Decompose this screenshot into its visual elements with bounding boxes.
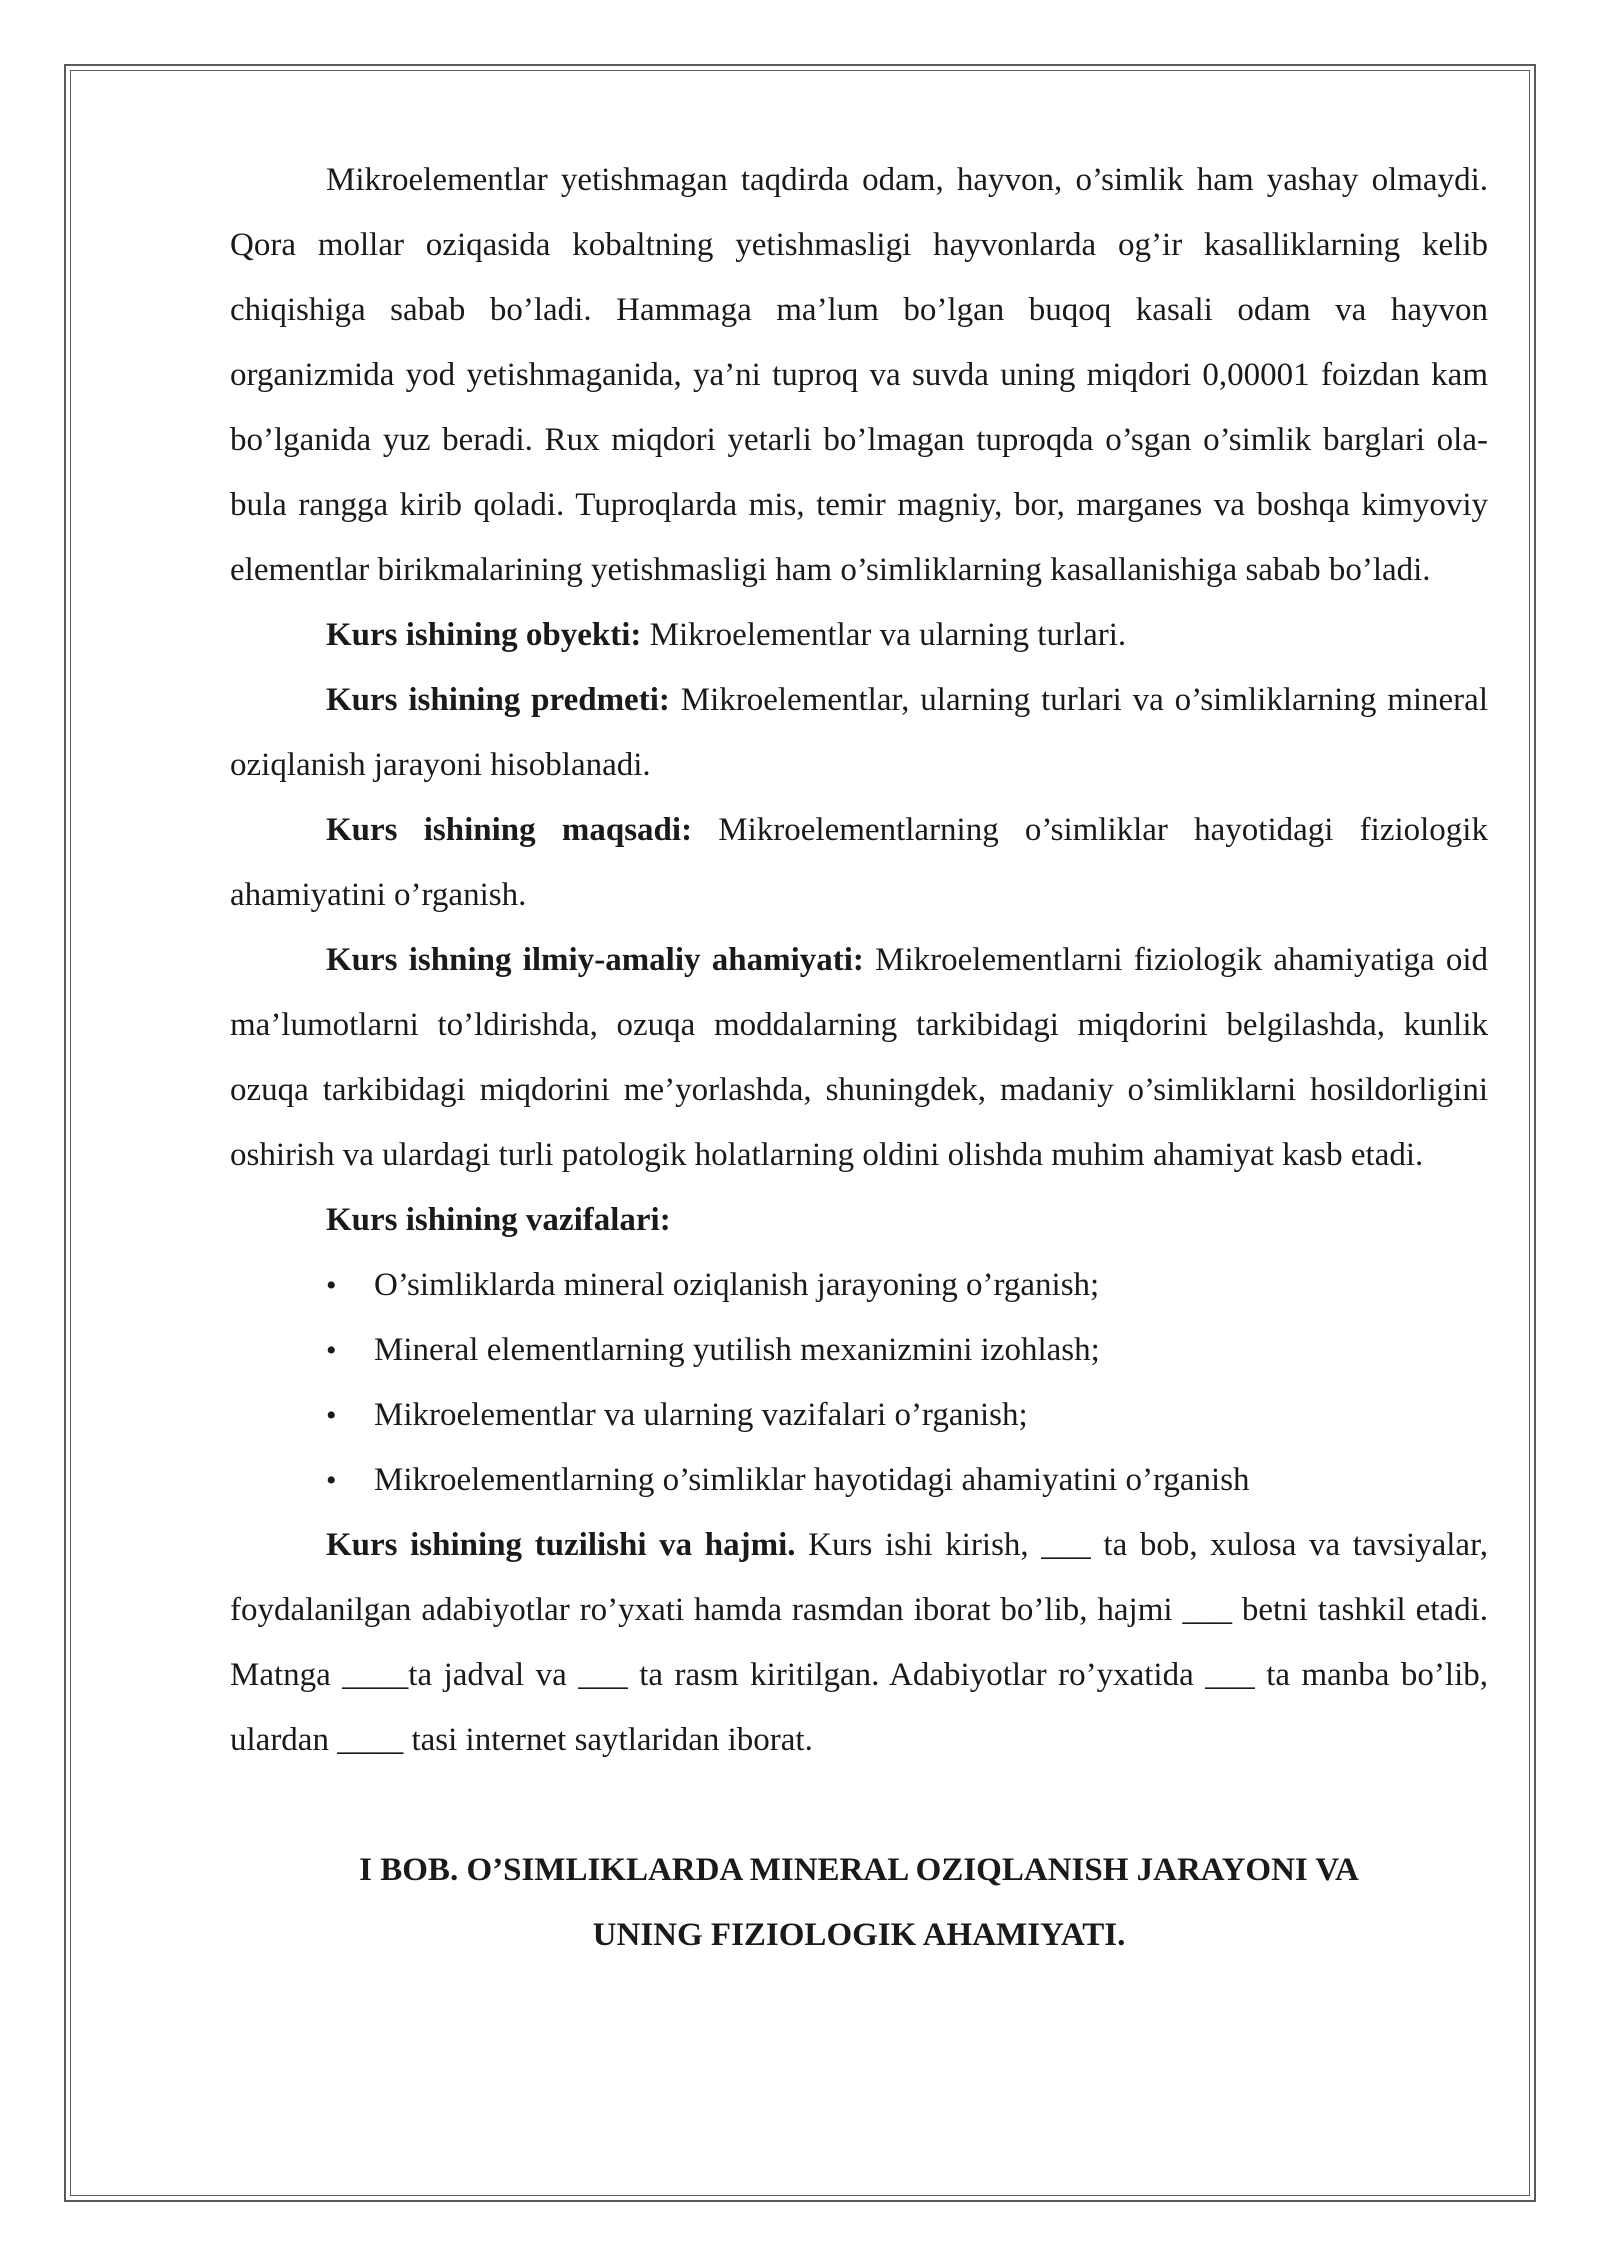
chapter-heading-line2: UNING FIZIOLOGIK AHAMIYATI. [592,1917,1126,1953]
object-paragraph [230,603,1488,668]
structure-text: Kurs ishi kirish, ___ ta bob, xulosa va tavsiyalar, foydalanilgan adabiyotlar ro’yxati hamda rasmdan iborat bo’lib, hajmi ___ betni tashkil etadi. Matnga ____ta jadval va ___ ta rasm kiritilgan. Adabiyotlar ro’yxatida ___ ta manba bo’lib, ulardan ____ tasi internet saytlaridan iborat. [230,1527,1488,1758]
tasks-heading [230,1188,1488,1253]
object-label: Kurs ishining obyekti: [326,617,642,653]
tasks-list [230,1253,1488,1513]
task-text: Mikroelementlarning o’simliklar hayotidagi ahamiyatini o’rganish [374,1462,1250,1498]
structure-paragraph [230,1513,1488,1773]
bullet-icon: • [326,1399,337,1432]
significance-label: Kurs ishning ilmiy-amaliy ahamiyati: [326,942,864,978]
task-text: Mineral elementlarning yutilish mexanizmini izohlash; [374,1332,1100,1368]
goal-text: Mikroelementlarning o’simliklar hayotidagi fiziologik ahamiyatini o’rganish. [230,812,1488,913]
subject-text: Mikroelementlar, ularning turlari va o’simliklarning mineral oziqlanish jarayoni hisoblanadi. [230,682,1488,783]
subject-paragraph [230,668,1488,798]
goal-paragraph [230,798,1488,928]
bullet-icon: • [326,1269,337,1302]
subject-label: Kurs ishining predmeti: [326,682,670,718]
document-body [230,148,1488,1968]
bullet-icon: • [326,1464,337,1497]
chapter-heading-line1: I BOB. O’SIMLIKLARDA MINERAL OZIQLANISH JARAYONI VA [359,1852,1359,1888]
goal-label: Kurs ishining maqsadi: [326,812,693,848]
task-text: O’simliklarda mineral oziqlanish jarayoning o’rganish; [374,1267,1100,1303]
structure-label: Kurs ishining tuzilishi va hajmi. [326,1527,796,1563]
list-item [326,1448,1488,1513]
task-text: Mikroelementlar va ularning vazifalari o’rganish; [374,1397,1028,1433]
list-item [326,1253,1488,1318]
chapter-heading [230,1838,1488,1968]
significance-paragraph [230,928,1488,1188]
object-text: Mikroelementlar va ularning turlari. [641,617,1127,653]
intro-paragraph: Mikroelementlar yetishmagan taqdirda odam, hayvon, o’simlik ham yashay olmaydi. Qora mollar oziqasida kobaltning yetishmasligi hayvonlarda og’ir kasalliklarning kelib chiqishiga sabab bo’ladi. Hammaga ma’lum bo’lgan buqoq kasali odam va hayvon organizmida yod yetishmaganida, ya’ni tuproq va suvda uning miqdori 0,00001 foizdan kam bo’lganida yuz beradi. Rux miqdori yetarli bo’lmagan tuproqda o’sgan o’simlik barglari ola-bula rangga kirib qoladi. Tuproqlarda mis, temir magniy, bor, marganes va boshqa kimyoviy elementlar birikmalarining yetishmasligi ham o’simliklarning kasallanishiga sabab bo’ladi. [230,162,1488,588]
bullet-icon: • [326,1334,337,1367]
list-item [326,1318,1488,1383]
list-item [326,1383,1488,1448]
tasks-label: Kurs ishining vazifalari: [326,1202,671,1238]
significance-text: Mikroelementlarni fiziologik ahamiyatiga oid ma’lumotlarni to’ldirishda, ozuqa moddalarning tarkibidagi miqdorini belgilashda, kunlik ozuqa tarkibidagi miqdorini me’yorlashda, shuningdek, madaniy o’simliklarni hosildorligini oshirish va ulardagi turli patologik holatlarning oldini olishda muhim ahamiyat kasb etadi. [230,942,1489,1173]
